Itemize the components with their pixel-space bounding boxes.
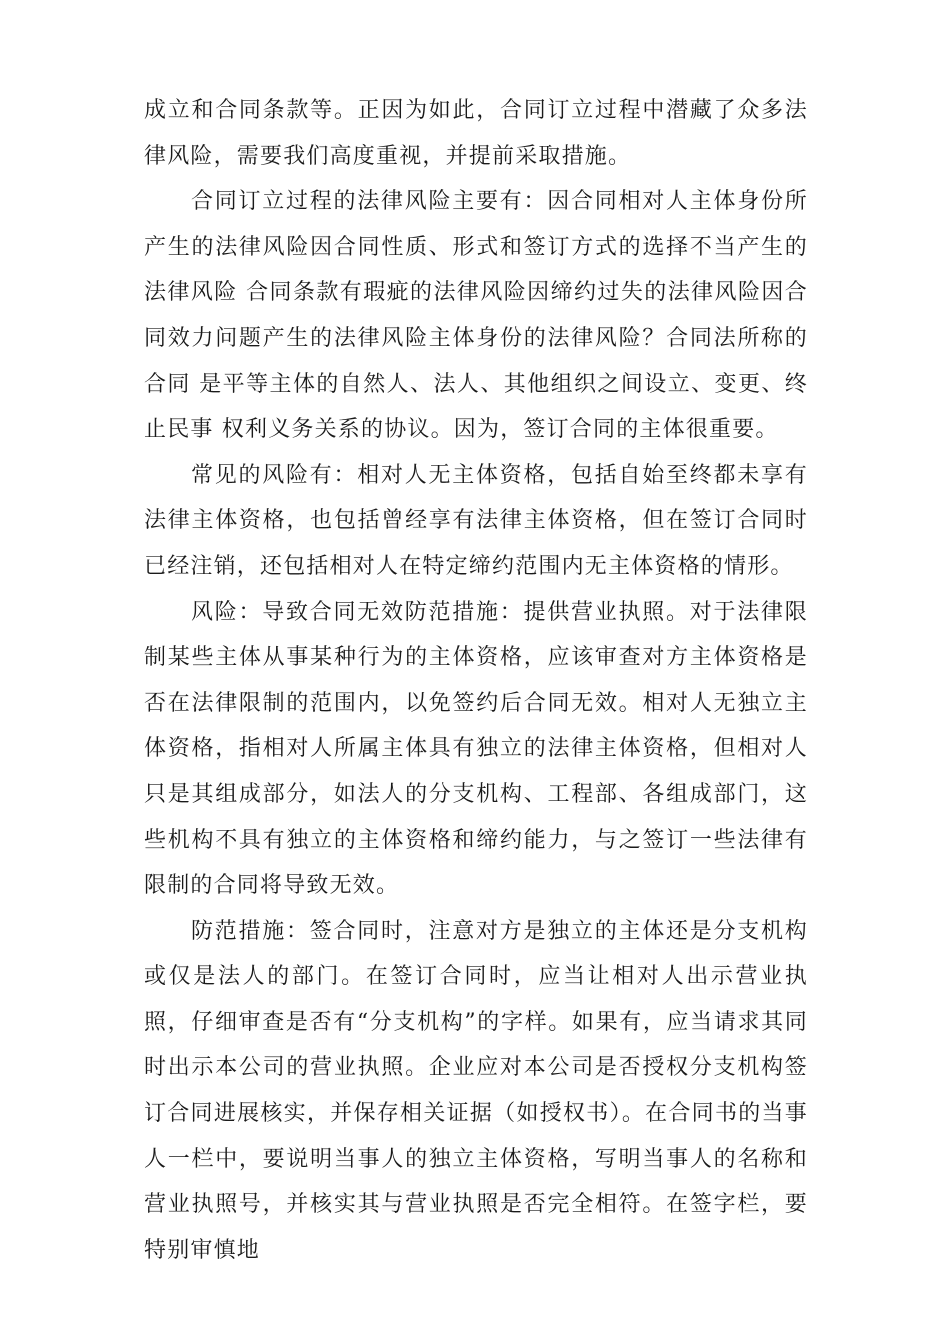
paragraph-legal-risks: 合同订立过程的法律风险主要有：因合同相对人主体身份所产生的法律风险因合同性质、形式和签订方式的选择不当产生的法律风险 合同条款有瑕疵的法律风险因缔约过失的法律风险因合同效力问题产生的法律风险主体身份的法律风险？合同法所称的合同 是平等主体的自然人、法人、其他组织之间设立、变更、终止民事 权利义务关系的协议。因为，签订合同的主体很重要。	[144, 189, 808, 443]
paragraph-continuation: 成立和合同条款等。正因为如此，合同订立过程中潜藏了众多法律风险，需要我们高度重视，并提前采取措施。	[144, 98, 808, 169]
document-body	[144, 88, 808, 1273]
paragraph-prevention-measures: 防范措施：签合同时，注意对方是独立的主体还是分支机构或仅是法人的部门。在签订合同时，应当让相对人出示营业执照，仔细审查是否有“分支机构”的字样。如果有，应当请求其同时出示本公司的营业执照。企业应对本公司是否授权分支机构签订合同进展核实，并保存相关证据（如授权书）。在合同书的当事人一栏中，要说明当事人的独立主体资格，写明当事人的名称和营业执照号，并核实其与营业执照是否完全相符。在签字栏，要特别审慎地	[144, 918, 808, 1263]
paragraph-common-risks: 常见的风险有：相对人无主体资格，包括自始至终都未享有法律主体资格，也包括曾经享有法律主体资格，但在签订合同时已经注销，还包括相对人在特定缔约范围内无主体资格的情形。	[144, 462, 808, 579]
paragraph-risk-measures: 风险：导致合同无效防范措施：提供营业执照。对于法律限制某些主体从事某种行为的主体资格，应该审查对方主体资格是否在法律限制的范围内，以免签约后合同无效。相对人无独立主体资格，指相对人所属主体具有独立的法律主体资格，但相对人只是其组成部分，如法人的分支机构、工程部、各组成部门，这些机构不具有独立的主体资格和缔约能力，与之签订一些法律有限制的合同将导致无效。	[144, 599, 808, 899]
